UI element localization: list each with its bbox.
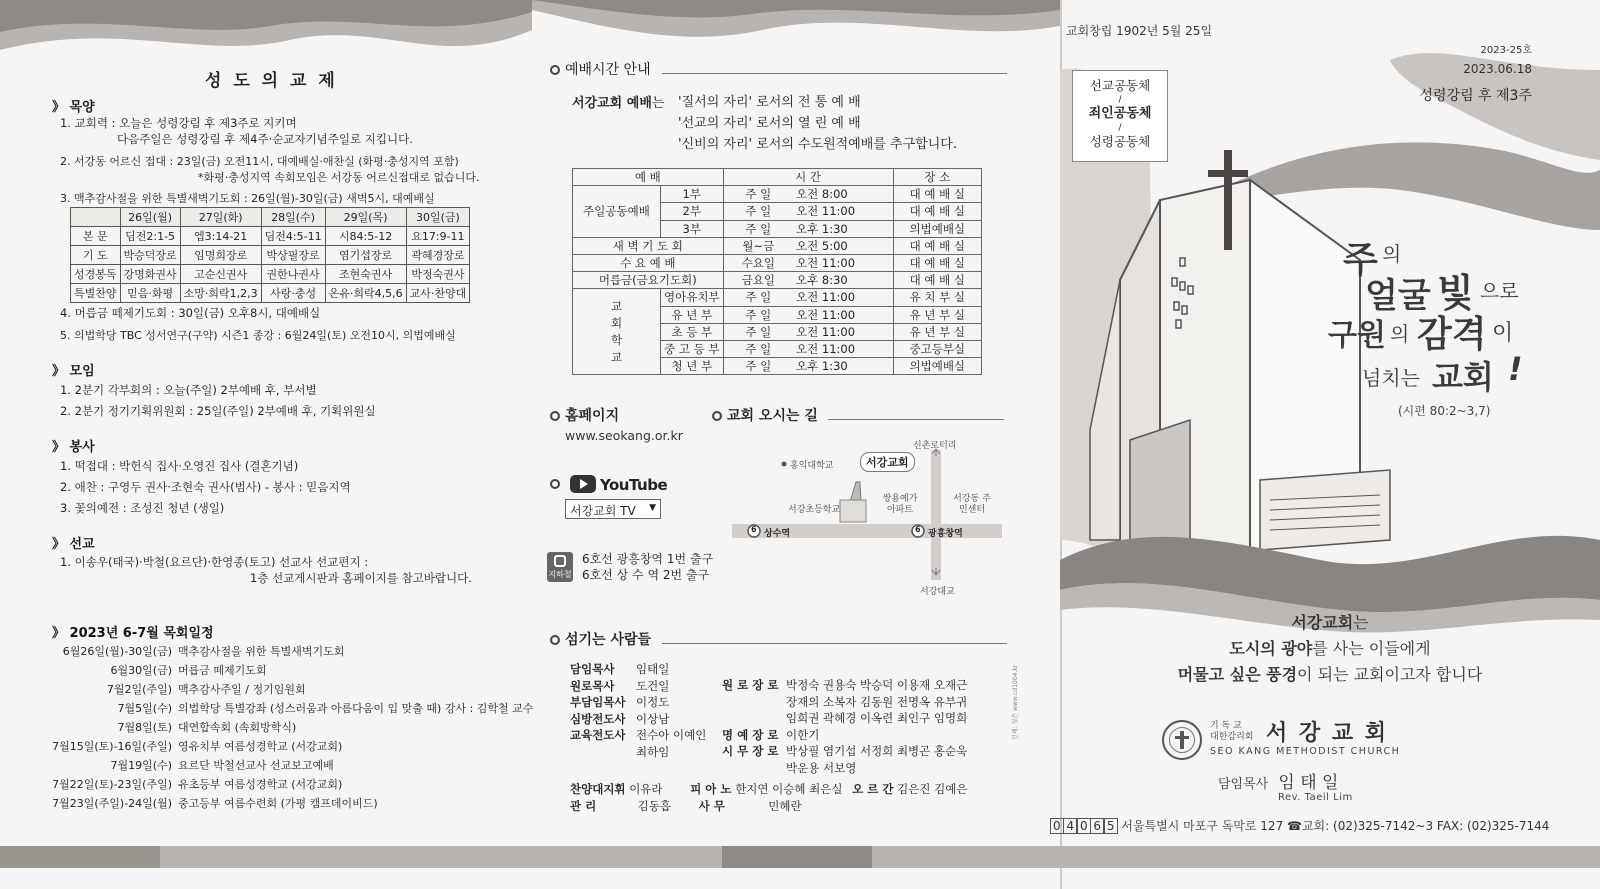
table-cell: 2부 bbox=[661, 203, 724, 220]
dropdown-arrow-icon: ▼ bbox=[649, 503, 656, 513]
schedule-date: 7월8일(토) bbox=[117, 721, 172, 734]
table-cell: 시84:5-12 bbox=[325, 227, 406, 246]
moim-line-2: 2. 2분기 정기기획위원회 : 25일(주일) 2부예배 후, 기획위원실 bbox=[60, 404, 376, 418]
fellowship-title: 성 도 의 교 제 bbox=[205, 71, 338, 91]
staff-role: 원 로 장 로 bbox=[722, 678, 779, 692]
bongsa-line-1: 1. 떡접대 : 박헌식 집사·오영진 집사 (결혼기념) bbox=[60, 459, 299, 473]
table-cell: 금요일 bbox=[723, 272, 793, 289]
map-label-bridge: 서강대교 bbox=[920, 587, 955, 597]
staff-role: 피 아 노 bbox=[690, 782, 732, 796]
table-cell: 박승덕장로 bbox=[120, 246, 180, 265]
table-row bbox=[71, 284, 470, 303]
schedule-text: 대연합속회 (속회방학식) bbox=[178, 721, 297, 734]
youtube-header bbox=[550, 476, 668, 494]
subway-label: 지하철 bbox=[548, 570, 572, 579]
schedule-item bbox=[40, 738, 520, 757]
staff-names: 임태일 bbox=[636, 662, 670, 676]
church-school-label bbox=[573, 289, 661, 375]
staff-role: 오 르 간 bbox=[852, 782, 894, 796]
schedule-item bbox=[40, 757, 520, 776]
zip-digit: 5 bbox=[1104, 818, 1118, 834]
bongsa-line-3: 3. 꽃의예전 : 조성진 청년 (생일) bbox=[60, 501, 225, 515]
community-separator: / bbox=[1118, 123, 1122, 133]
staff-names: 김동흡 bbox=[637, 799, 671, 813]
youtube-label: YouTube bbox=[600, 476, 668, 494]
staff-row bbox=[722, 694, 1012, 711]
staff-names: 최하임 bbox=[636, 744, 670, 759]
table-cell: 영아유치부 bbox=[661, 289, 724, 306]
table-cell: 중 고 등 부 bbox=[661, 340, 724, 357]
staff-role: 명 예 장 로 bbox=[722, 727, 779, 742]
table-cell: 오전 11:00 bbox=[793, 306, 893, 323]
table-cell: 새 벽 기 도 회 bbox=[573, 237, 724, 254]
mokyang-line-2b: *화평·충성지역 속회모임은 서강동 어르신접대로 없습니다. bbox=[198, 171, 480, 184]
table-cell: 고순신권사 bbox=[180, 265, 261, 284]
schedule-item bbox=[40, 662, 520, 681]
zip-digit: 6 bbox=[1090, 818, 1104, 834]
circle-bullet-icon bbox=[712, 411, 722, 421]
scripture-verse: (시편 80:2~3,7) bbox=[1398, 404, 1491, 418]
table-cell: 소망·희락1,2,3 bbox=[180, 284, 261, 303]
intro-line: '질서의 자리' 로서의 전 통 예 배 bbox=[678, 95, 861, 110]
staff-names: 박정숙 권용숙 박승덕 이용재 오재근 bbox=[786, 678, 968, 692]
staff-role: 심방전도사 bbox=[570, 711, 626, 726]
table-cell: 오전 11:00 bbox=[793, 289, 893, 306]
directions-header bbox=[712, 405, 818, 425]
table-cell: 믿음·화평 bbox=[120, 284, 180, 303]
table-cell: 온유·희락4,5,6 bbox=[325, 284, 406, 303]
staff-names: 도건일 bbox=[636, 678, 670, 693]
moim-line-1: 1. 2분기 각부회의 : 오늘(주일) 2부예배 후, 부서별 bbox=[60, 383, 317, 397]
table-cell: 오후 1:30 bbox=[793, 220, 893, 237]
table-cell: 오후 1:30 bbox=[793, 358, 893, 375]
staff-names: 한지연 이승혜 최은실 bbox=[735, 782, 843, 796]
staff-bottom-row-2 bbox=[570, 798, 802, 814]
table-cell: 의법예배실 bbox=[893, 220, 981, 237]
liturgical-sunday: 성령강림 후 제3주 bbox=[1419, 88, 1532, 104]
schedule-text: 맥추감사주일 / 정기임원회 bbox=[178, 683, 306, 696]
table-row bbox=[71, 265, 470, 284]
table-cell: 28일(수) bbox=[261, 208, 325, 227]
schedule-text: 의법학당 특별강좌 (성스러움과 아름다움이 입 맞출 때) 강사 : 김학철 교수 bbox=[178, 702, 534, 715]
table-cell: 곽혜경장로 bbox=[406, 246, 470, 265]
mokyang-line-2a: 2. 서강동 어르신 접대 : 23일(금) 오전11시, 대예배실·애찬실 (화평·충성지역 포함) bbox=[60, 155, 459, 168]
vision-church-name: 서강교회 bbox=[1291, 613, 1354, 632]
schedule-date: 7월23일(주일)-24일(월) bbox=[52, 797, 172, 810]
divider bbox=[662, 643, 1007, 644]
staff-row bbox=[722, 760, 1012, 777]
divider bbox=[662, 73, 1007, 74]
table-cell: 오후 8:30 bbox=[793, 272, 893, 289]
staff-row bbox=[722, 677, 1012, 694]
staff-header bbox=[550, 629, 651, 649]
church-name-english: SEO KANG METHODIST CHURCH bbox=[1210, 746, 1401, 757]
table-header-service: 예 배 bbox=[573, 169, 724, 186]
table-cell: 주 일 bbox=[723, 340, 793, 357]
table-row bbox=[71, 246, 470, 265]
community-separator: / bbox=[1118, 95, 1122, 105]
homepage-url[interactable]: www.seokang.or.kr bbox=[565, 428, 683, 443]
worship-section-header bbox=[550, 59, 651, 79]
schedule-item bbox=[40, 700, 534, 719]
table-cell: 오전 5:00 bbox=[793, 237, 893, 254]
staff-role: 부담임목사 bbox=[570, 695, 626, 709]
denomination-line: 대한감리회 bbox=[1210, 732, 1254, 742]
print-credit: 인쇄: 성은 www.cd1004.kr bbox=[1012, 664, 1019, 740]
vision-emphasis: 머물고 싶은 풍경 bbox=[1177, 665, 1298, 684]
mokyang-line-5: 5. 의법학당 TBC 성서연구(구약) 시즌1 종강 : 6월24일(토) 오전10시, 의법예배실 bbox=[60, 329, 456, 342]
table-cell: 성경봉독 bbox=[71, 265, 121, 284]
schedule-text: 머릅금 떼제기도회 bbox=[178, 664, 267, 677]
staff-row bbox=[722, 727, 1012, 744]
youtube-play-icon bbox=[570, 475, 596, 493]
table-cell: 딤전2:1-5 bbox=[120, 227, 180, 246]
map-label-church: 서강교회 bbox=[860, 452, 915, 472]
staff-names: 이유라 bbox=[629, 782, 663, 796]
school-label-char: 교 bbox=[610, 298, 623, 313]
staff-row bbox=[570, 678, 740, 695]
table-cell: 본 문 bbox=[71, 227, 121, 246]
staff-list-left bbox=[570, 661, 740, 760]
table-cell: 조현숙권사 bbox=[325, 265, 406, 284]
seongyo-line-1a: 1. 이송우(태국)·박철(요르단)·한영종(토고) 선교사 선교편지 : bbox=[60, 555, 369, 569]
staff-names: 이한기 bbox=[786, 727, 820, 742]
schedule-date: 6월26일(월)-30일(금) bbox=[62, 645, 172, 658]
table-row bbox=[71, 208, 470, 227]
table-cell: 오전 11:00 bbox=[793, 323, 893, 340]
table-cell: 염기섭장로 bbox=[325, 246, 406, 265]
table-cell: 주 일 bbox=[723, 186, 793, 203]
table-cell bbox=[71, 208, 121, 227]
community-box bbox=[1072, 70, 1168, 162]
table-row bbox=[573, 237, 982, 254]
table-cell: 대 예 배 실 bbox=[893, 237, 981, 254]
table-cell: 주 일 bbox=[723, 220, 793, 237]
slogan-word: 의 bbox=[1390, 322, 1410, 346]
mokyang-line-3: 3. 맥추감사절을 위한 특별새벽기도회 : 26일(월)-30일(금) 새벽5시, 대예배실 bbox=[60, 192, 435, 205]
youtube-channel-name: 서강교회 TV bbox=[570, 504, 636, 518]
table-cell: 엡3:14-21 bbox=[180, 227, 261, 246]
fellowship-panel bbox=[0, 0, 532, 889]
table-cell: 30일(금) bbox=[406, 208, 470, 227]
table-cell: 사랑·충성 bbox=[261, 284, 325, 303]
staff-names: 김은진 김예은 bbox=[897, 782, 968, 796]
schedule-text: 유초등부 여름성경학교 (서강교회) bbox=[178, 778, 343, 791]
staff-row bbox=[570, 661, 740, 678]
table-cell: 초 등 부 bbox=[661, 323, 724, 340]
pastor-name: 임 태 일 bbox=[1278, 773, 1339, 793]
intro-line: '신비의 자리' 로서의 수도원적예배를 추구합니다. bbox=[678, 137, 957, 152]
intro-church-name: 서강교회 예배 bbox=[572, 96, 652, 111]
map-label-sangsu: 상수역 bbox=[764, 529, 791, 539]
denomination-line: 기 독 교 bbox=[1210, 721, 1242, 731]
mokyang-line-1a: 1. 교회력 : 오늘은 성령강림 후 제3주로 지키며 bbox=[60, 116, 297, 130]
worship-title: 예배시간 안내 bbox=[565, 62, 651, 78]
table-cell: 머릅금(금요기도회) bbox=[573, 272, 724, 289]
section-heading-mokyang: 》 목양 bbox=[52, 100, 95, 115]
staff-role: 교육전도사 bbox=[570, 728, 626, 742]
table-cell: 수 요 예 배 bbox=[573, 254, 724, 271]
address-text: 서울특별시 마포구 독막로 127 ☎교회: (02)325-7142~3 FAX: (02)325-7144 bbox=[1121, 819, 1550, 833]
issue-number: 2023-25호 bbox=[1480, 45, 1532, 56]
table-cell: 1부 bbox=[661, 186, 724, 203]
vision-line-3 bbox=[1060, 662, 1600, 688]
table-cell: 유 년 부 bbox=[661, 306, 724, 323]
zip-digit: 0 bbox=[1077, 818, 1091, 834]
community-label-main: 죄인공동체 bbox=[1088, 106, 1152, 121]
pastor-label: 담임목사 bbox=[1218, 777, 1269, 792]
subway-line-1: 6호선 광흥창역 1번 출구 bbox=[582, 552, 714, 566]
table-cell: 의법예배실 bbox=[893, 358, 981, 375]
table-row bbox=[573, 289, 982, 306]
circle-bullet-icon bbox=[550, 411, 560, 421]
section-heading-bongsa: 》 봉사 bbox=[52, 440, 95, 455]
church-name-logo: 서 강 교 회 bbox=[1266, 721, 1388, 746]
map-label-sinchon: 신촌로터리 bbox=[913, 441, 957, 451]
youtube-channel-select[interactable] bbox=[565, 499, 661, 519]
table-cell: 유 년 부 실 bbox=[893, 306, 981, 323]
table-cell: 유 년 부 실 bbox=[893, 323, 981, 340]
schedule-text: 영유치부 여름성경학교 (서강교회) bbox=[178, 740, 343, 753]
table-cell: 월~금 bbox=[723, 237, 793, 254]
directions-map bbox=[732, 432, 1004, 597]
circle-bullet-icon bbox=[550, 635, 560, 645]
table-cell: 요17:9-11 bbox=[406, 227, 470, 246]
seongyo-line-1b: 1층 선교게시판과 홈페이지를 참고바랍니다. bbox=[250, 571, 472, 585]
schedule-text: 맥추감사절을 위한 특별새벽기도회 bbox=[178, 645, 345, 658]
staff-names: 이정도 bbox=[636, 695, 670, 709]
worship-schedule-table bbox=[572, 168, 982, 375]
church-denomination bbox=[1210, 721, 1253, 743]
bongsa-line-2: 2. 애찬 : 구영두 권사·조현숙 권사(범사) - 봉사 : 믿음지역 bbox=[60, 480, 351, 494]
mokyang-line-1b: 다음주일은 성령강림 후 제4주·순교자기념주일로 지킵니다. bbox=[117, 132, 413, 146]
staff-names: 박운용 서보영 bbox=[786, 760, 857, 775]
table-cell: 29일(목) bbox=[325, 208, 406, 227]
subway-icon bbox=[547, 552, 573, 582]
dawn-prayer-table bbox=[70, 207, 470, 303]
table-row bbox=[71, 227, 470, 246]
table-cell: 주 일 bbox=[723, 203, 793, 220]
table-cell: 중고등부실 bbox=[893, 340, 981, 357]
table-cell: 오전 11:00 bbox=[793, 340, 893, 357]
schedule-text: 요르단 박철선교사 선교보고예배 bbox=[178, 759, 334, 772]
table-cell: 박상필장로 bbox=[261, 246, 325, 265]
community-label: 성령공동체 bbox=[1089, 134, 1151, 149]
methodist-seal-icon bbox=[1162, 720, 1202, 760]
subway-line-badge: 6 bbox=[915, 525, 921, 534]
section-heading-moim: 》 모임 bbox=[52, 364, 95, 379]
worship-intro-lines bbox=[678, 92, 957, 155]
schedule-item bbox=[40, 643, 520, 662]
table-cell: 권한나권사 bbox=[261, 265, 325, 284]
schedule-date: 7월19일(수) bbox=[110, 759, 172, 772]
slogan-word: 구원 bbox=[1328, 318, 1386, 353]
vision-text: 를 사는 이들에게 bbox=[1312, 639, 1431, 658]
table-cell: 임명희장로 bbox=[180, 246, 261, 265]
table-cell: 강명화권사 bbox=[120, 265, 180, 284]
table-row bbox=[573, 169, 982, 186]
schedule-date: 7월2일(주일) bbox=[106, 683, 172, 696]
vision-emphasis: 도시의 광야 bbox=[1229, 639, 1313, 658]
staff-row bbox=[570, 744, 740, 761]
table-cell: 특별찬양 bbox=[71, 284, 121, 303]
slogan-word: ! bbox=[1508, 350, 1523, 388]
school-label-char: 회 bbox=[610, 315, 623, 330]
table-row bbox=[573, 186, 982, 203]
mokyang-line-4: 4. 머릅금 떼제기도회 : 30일(금) 오후8시, 대예배실 bbox=[60, 306, 321, 320]
table-cell: 대 예 배 실 bbox=[893, 203, 981, 220]
intro-line: '선교의 자리' 로서의 열 린 예 배 bbox=[678, 116, 861, 131]
cover-panel bbox=[1053, 0, 1600, 889]
schedule-item bbox=[40, 795, 520, 814]
subway-line-2: 6호선 상 수 역 2번 출구 bbox=[582, 568, 710, 582]
vision-line-2 bbox=[1060, 636, 1600, 662]
staff-role: 원로목사 bbox=[570, 678, 615, 693]
staff-names: 민혜란 bbox=[768, 799, 802, 813]
schedule-text: 중고등부 여름수련회 (가평 캠프데이비드) bbox=[178, 797, 378, 810]
pastor-name-english: Rev. Taeil Lim bbox=[1278, 792, 1353, 803]
map-label-hongik: 홍익대학교 bbox=[790, 461, 834, 471]
schedule-item bbox=[40, 776, 520, 795]
section-heading-seongyo: 》 선교 bbox=[52, 537, 95, 552]
table-cell: 대 예 배 실 bbox=[893, 186, 981, 203]
table-row bbox=[573, 272, 982, 289]
divider bbox=[828, 419, 1004, 420]
staff-row bbox=[570, 711, 740, 728]
table-cell: 유 치 부 실 bbox=[893, 289, 981, 306]
homepage-header bbox=[550, 405, 619, 425]
directions-title: 교회 오시는 길 bbox=[727, 408, 818, 424]
staff-role: 시 무 장 로 bbox=[722, 744, 779, 758]
table-cell: 수요일 bbox=[723, 254, 793, 271]
table-cell: 대 예 배 실 bbox=[893, 254, 981, 271]
slogan-word: 빛 bbox=[1437, 271, 1474, 315]
table-cell: 오전 11:00 bbox=[793, 203, 893, 220]
community-label: 선교공동체 bbox=[1089, 78, 1151, 93]
vision-suffix: 는 bbox=[1353, 613, 1369, 632]
circle-bullet-icon bbox=[550, 65, 560, 75]
staff-names: 이상남 bbox=[636, 711, 670, 726]
table-cell: 박정숙권사 bbox=[406, 265, 470, 284]
staff-row bbox=[570, 727, 740, 744]
zip-digit: 4 bbox=[1063, 818, 1077, 834]
staff-names: 전수아 이예인 bbox=[636, 728, 707, 742]
staff-names: 장재의 소복자 김동원 전명옥 유부귀 bbox=[786, 694, 968, 709]
staff-role: 사 무 bbox=[698, 799, 725, 813]
school-label-char: 교 bbox=[610, 349, 623, 364]
staff-row bbox=[722, 743, 1012, 760]
subway-directions bbox=[582, 551, 713, 583]
table-cell: 26일(월) bbox=[120, 208, 180, 227]
bulletin-date: 2023.06.18 bbox=[1463, 62, 1532, 76]
map-label-center: 서강동 주민센터 bbox=[953, 494, 991, 515]
pastor-line bbox=[1218, 768, 1338, 793]
schedule-date: 7월5일(수) bbox=[117, 702, 172, 715]
schedule-date: 7월15일(토)-16일(주일) bbox=[52, 740, 172, 753]
table-cell: 대 예 배 실 bbox=[893, 272, 981, 289]
slogan-word: 으로 bbox=[1480, 279, 1519, 303]
section-heading-schedule: 》 2023년 6-7월 목회일정 bbox=[52, 626, 214, 641]
staff-list-right bbox=[722, 677, 1012, 776]
homepage-title: 홈페이지 bbox=[565, 408, 620, 424]
staff-names: 박상필 염기섭 서정희 최병곤 홍순욱 bbox=[786, 744, 968, 758]
table-cell: 주 일 bbox=[723, 306, 793, 323]
intro-suffix: 는 bbox=[651, 96, 665, 111]
church-vision bbox=[1060, 610, 1600, 688]
slogan-word: 주 bbox=[1343, 240, 1378, 281]
worship-intro bbox=[572, 92, 664, 111]
map-label-apt: 쌍용예가 아파트 bbox=[882, 494, 918, 515]
table-header-time: 시 간 bbox=[723, 169, 893, 186]
staff-role: 담임목사 bbox=[570, 662, 615, 676]
circle-bullet-icon bbox=[550, 479, 560, 489]
slogan-word: 의 bbox=[1382, 242, 1402, 266]
table-cell: 오전 8:00 bbox=[793, 186, 893, 203]
sunday-service-label: 주일공동예배 bbox=[573, 186, 661, 238]
staff-role: 찬양대지휘 bbox=[570, 782, 626, 796]
table-cell: 기 도 bbox=[71, 246, 121, 265]
map-label-school: 서강초등학교 bbox=[788, 505, 841, 515]
schedule-date: 6월30일(금) bbox=[110, 664, 172, 677]
church-address bbox=[1050, 817, 1549, 834]
info-panel bbox=[532, 0, 1060, 889]
founded-date: 교회창립 1902년 5월 25일 bbox=[1066, 24, 1213, 38]
schedule-item bbox=[40, 719, 520, 738]
slogan-word: 넘치는 bbox=[1362, 366, 1420, 390]
staff-title: 섬기는 사람들 bbox=[565, 632, 652, 648]
table-cell: 주 일 bbox=[723, 358, 793, 375]
table-cell: 주 일 bbox=[723, 323, 793, 340]
map-label-gwangheung: 광흥창역 bbox=[928, 529, 963, 539]
table-cell: 딤전4:5-11 bbox=[261, 227, 325, 246]
table-cell: 오전 11:00 bbox=[793, 254, 893, 271]
slogan-word: 이 bbox=[1492, 321, 1514, 346]
schedule-item bbox=[40, 681, 520, 700]
slogan-word: 교회 bbox=[1432, 358, 1494, 396]
table-cell: 청 년 부 bbox=[661, 358, 724, 375]
zip-digit: 0 bbox=[1050, 818, 1064, 834]
subway-line-badge: 6 bbox=[751, 525, 757, 534]
table-cell: 3부 bbox=[661, 220, 724, 237]
slogan-word: 얼굴 bbox=[1365, 276, 1431, 316]
vision-line-1 bbox=[1060, 610, 1600, 636]
staff-bottom-row-1 bbox=[570, 781, 967, 797]
staff-role: 관 리 bbox=[570, 799, 597, 813]
slogan-word: 감격 bbox=[1417, 314, 1487, 355]
table-cell: 교사·찬양대 bbox=[406, 284, 470, 303]
table-cell: 27일(화) bbox=[180, 208, 261, 227]
schedule-list bbox=[40, 643, 534, 814]
schedule-date: 7월22일(토)-23일(주일) bbox=[52, 778, 172, 791]
staff-names: 임희권 곽혜경 이옥련 최인구 임명희 bbox=[786, 711, 968, 725]
staff-row bbox=[722, 710, 1012, 727]
table-header-place: 장 소 bbox=[893, 169, 981, 186]
school-label-char: 학 bbox=[610, 332, 623, 347]
vision-text: 이 되는 교회이고자 합니다 bbox=[1297, 665, 1483, 684]
staff-row bbox=[570, 694, 740, 711]
table-row bbox=[573, 254, 982, 271]
table-cell: 주 일 bbox=[723, 289, 793, 306]
